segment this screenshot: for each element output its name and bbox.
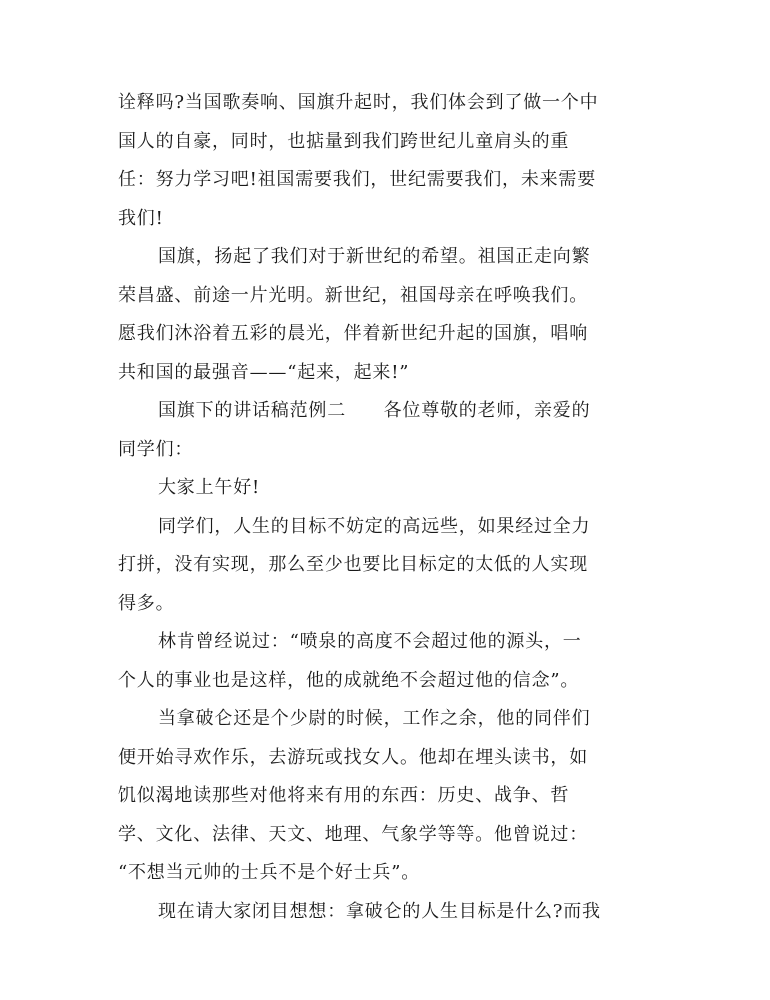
text-line-12: 同学们，人生的目标不妨定的高远些，如果经过全力 — [158, 515, 591, 537]
text-line-7: 愿我们沐浴着五彩的晨光，伴着新世纪升起的国旗，唱响 — [118, 323, 588, 344]
text-line-11: 大家上午好! — [158, 477, 261, 498]
text-line-17: 当拿破仑还是个少尉的时候，工作之余，他的同伴们 — [158, 708, 591, 729]
text-line-6: 荣昌盛、前途一片光明。新世纪，祖国母亲在呼唤我们。 — [118, 284, 588, 306]
text-line-8: 共和国的最强音——“起来，起来!” — [118, 361, 410, 383]
document-body — [118, 84, 658, 931]
text-line-15: 林肯曾经说过：“喷泉的高度不会超过他的源头，一 — [158, 631, 582, 652]
text-line-13: 打拼，没有实现，那么至少也要比目标定的太低的人实现 — [118, 554, 588, 575]
text-line-1: 诠释吗?当国歌奏响、国旗升起时，我们体会到了做一个中 — [118, 92, 599, 113]
text-line-22: 现在请大家闭目想想：拿破仑的人生目标是什么?而我 — [158, 900, 601, 922]
text-line-5: 国旗，扬起了我们对于新世纪的希望。祖国正走向繁 — [158, 246, 591, 267]
text-line-20: 学、文化、法律、天文、地理、气象学等等。他曾说过： — [118, 823, 588, 845]
text-line-19: 饥似渴地读那些对他将来有用的东西：历史、战争、哲 — [118, 785, 570, 806]
text-line-16: 个人的事业也是这样，他的成就绝不会超过他的信念”。 — [118, 669, 580, 691]
text-line-2: 国人的自豪，同时，也掂量到我们跨世纪儿童肩头的重 — [118, 130, 570, 152]
text-line-10: 同学们： — [118, 438, 194, 460]
text-line-4: 我们! — [118, 207, 164, 229]
text-line-21: “不想当元帅的士兵不是个好士兵”。 — [118, 862, 421, 883]
text-line-9: 国旗下的讲话稿范例二 各位尊敬的老师，亲爱的 — [158, 400, 591, 421]
text-line-18: 便开始寻欢作乐，去游玩或找女人。他却在埋头读书，如 — [118, 746, 588, 768]
text-line-14: 得多。 — [118, 592, 175, 614]
text-line-3: 任：努力学习吧!祖国需要我们，世纪需要我们，未来需要 — [118, 169, 597, 190]
